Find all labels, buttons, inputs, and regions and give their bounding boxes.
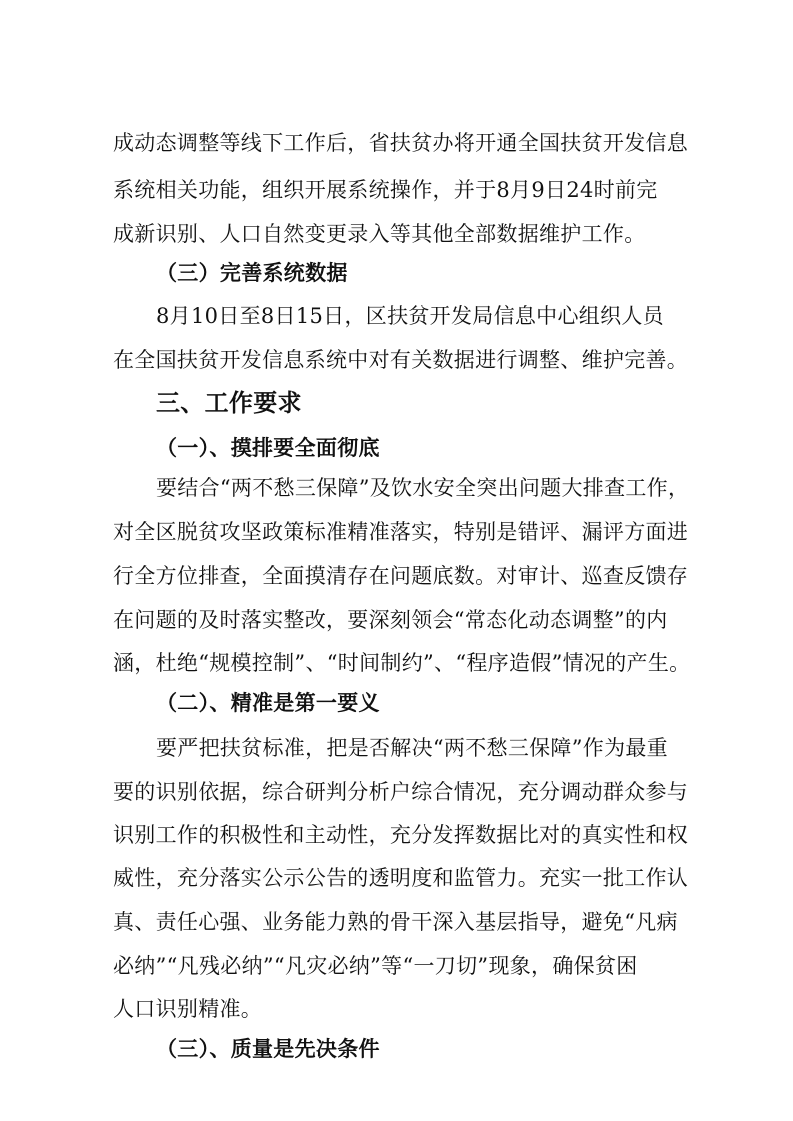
chapter-heading: 三、工作要求 (156, 389, 302, 417)
body-text-line: 系统相关功能，组织开展系统操作，并于8月9日24时前完 (113, 178, 658, 202)
body-text-line: 人口识别精准。 (113, 997, 263, 1021)
body-text-line: 8月10日至8日15日，区扶贫开发局信息中心组织人员 (156, 304, 664, 328)
body-text-line: 对全区脱贫攻坚政策标准精准落实，特别是错评、漏评方面进 (113, 520, 689, 544)
body-text-line: 真、责任心强、业务能力熟的骨干深入基层指导，避免“凡病 (113, 910, 678, 934)
section-heading: （三）完善系统数据 (156, 260, 348, 285)
body-text-line: 行全方位排查，全面摸清存在问题底数。对审计、巡查反馈存 (113, 564, 689, 588)
body-text-line: 在全国扶贫开发信息系统中对有关数据进行调整、维护完善。 (113, 348, 689, 372)
body-text-line: 成新识别、人口自然变更录入等其他全部数据维护工作。 (113, 222, 646, 246)
body-text-line: 必纳”“凡残必纳”“凡灾必纳”等“一刀切”现象，确保贫困 (113, 954, 638, 978)
body-text-line: 要的识别依据，综合研判分析户综合情况，充分调动群众参与 (113, 780, 689, 804)
body-text-line: 要严把扶贫标准，把是否解决“两不愁三保障”作为最重 (156, 736, 668, 760)
body-text-line: 威性，充分落实公示公告的透明度和监管力。充实一批工作认 (113, 866, 689, 890)
section-heading: （一）、摸排要全面彻底 (156, 435, 380, 460)
body-text-line: 成动态调整等线下工作后，省扶贫办将开通全国扶贫开发信息 (113, 131, 689, 155)
body-text-line: 在问题的及时落实整改，要深刻领会“常态化动态调整”的内 (113, 608, 668, 632)
section-heading: （三）、质量是先决条件 (156, 1036, 380, 1061)
section-heading: （二）、精准是第一要义 (156, 690, 380, 715)
body-text-line: 要结合“两不愁三保障”及饮水安全突出问题大排查工作， (156, 476, 690, 500)
body-text-line: 涵，杜绝“规模控制”、“时间制约”、“程序造假”情况的产生。 (113, 651, 691, 675)
body-text-line: 识别工作的积极性和主动性，充分发挥数据比对的真实性和权 (113, 823, 689, 847)
